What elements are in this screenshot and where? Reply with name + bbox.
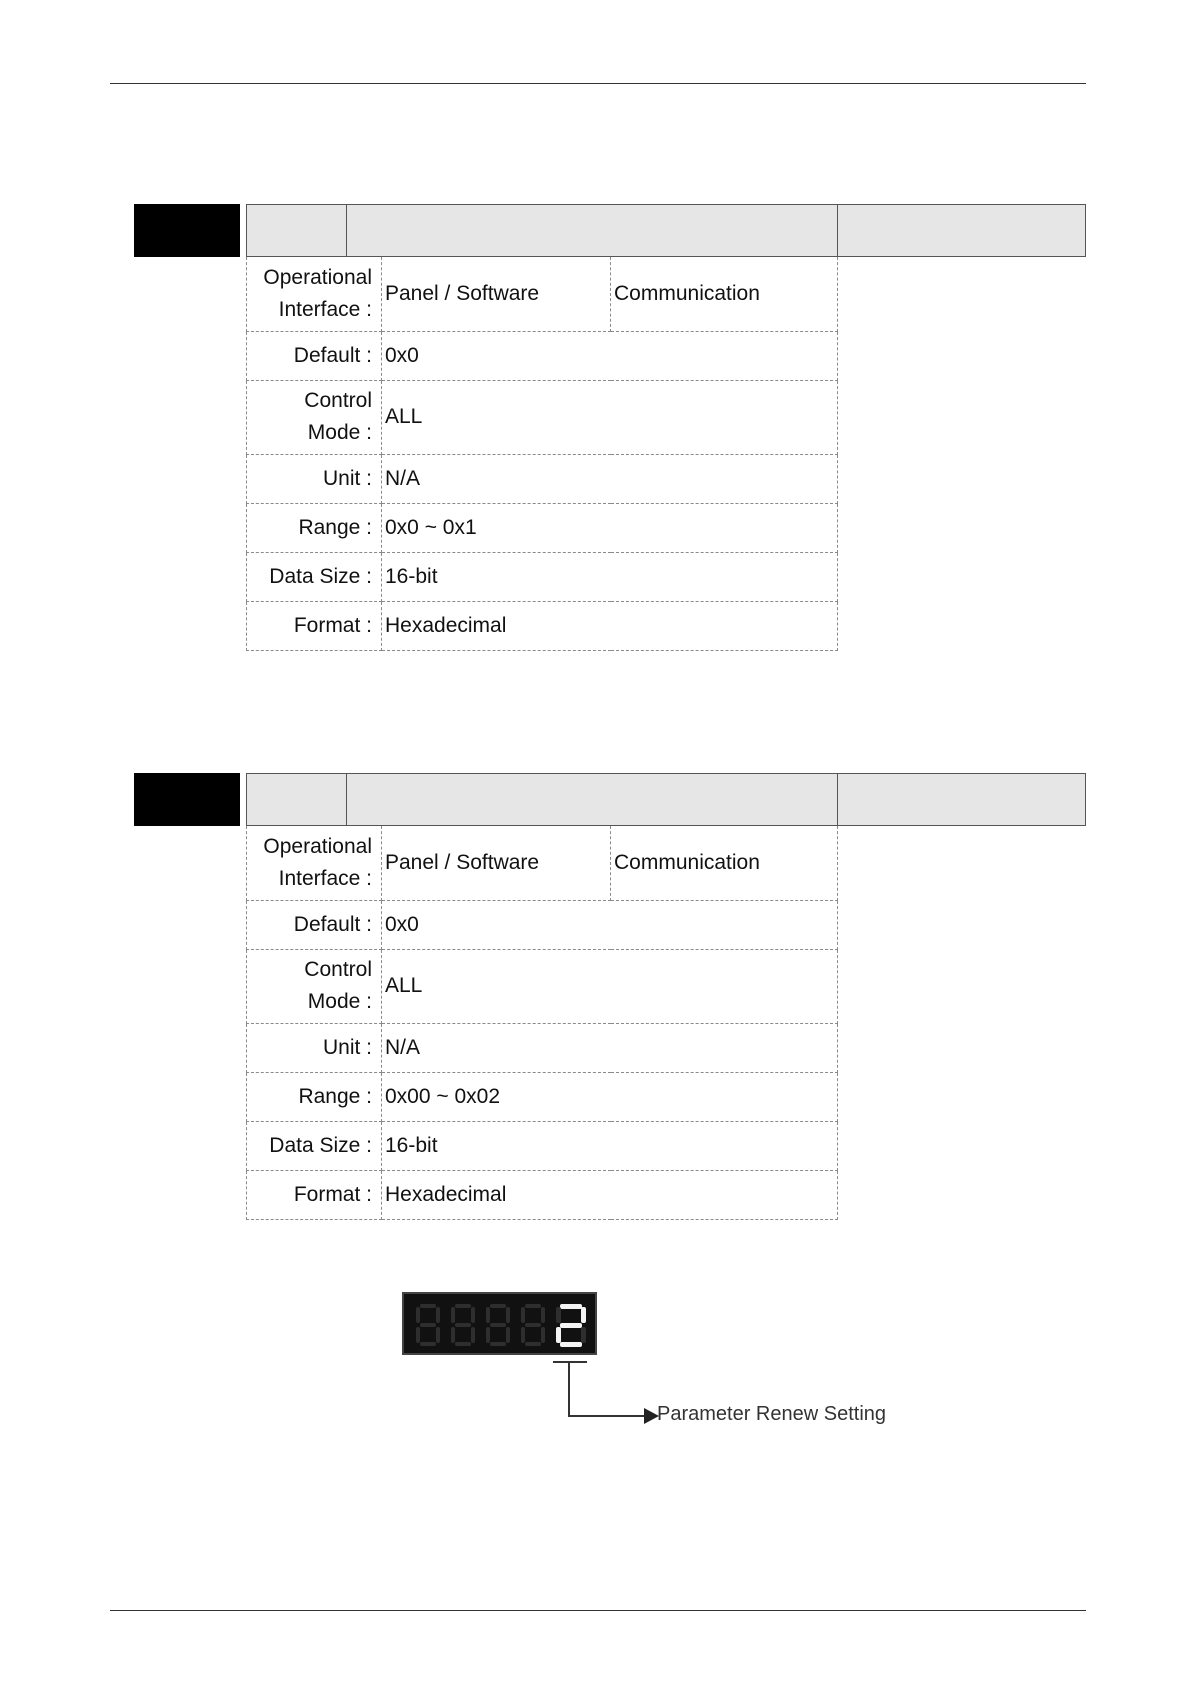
header-rule [110, 83, 1086, 84]
display-digit-active [556, 1304, 586, 1346]
label-format: Format : [247, 1170, 382, 1219]
label-default: Default : [247, 900, 382, 949]
value-default: 0x0 [382, 900, 838, 949]
row-control-mode [247, 380, 838, 454]
value-data-size: 16-bit [382, 1121, 838, 1170]
display-digit [451, 1304, 475, 1346]
label-operational-interface [247, 257, 382, 331]
label-line: Interface : [278, 297, 372, 321]
header-cell-title [346, 204, 838, 257]
display-digit [486, 1304, 510, 1346]
value-data-size: 16-bit [382, 552, 838, 601]
parameter-block-2 [134, 773, 1086, 1206]
parameter-properties-table [246, 257, 838, 651]
row-control-mode [247, 949, 838, 1023]
row-unit [247, 1023, 838, 1072]
header-cell-address [246, 204, 347, 257]
display-digit [521, 1304, 545, 1346]
row-operational-interface [247, 826, 838, 900]
label-control-mode [247, 949, 382, 1023]
row-operational-interface [247, 257, 838, 331]
leader-line-horizontal [568, 1415, 646, 1417]
value-communication: Communication [611, 257, 838, 331]
row-range [247, 503, 838, 552]
label-data-size: Data Size : [247, 1121, 382, 1170]
digit-underline [553, 1361, 587, 1363]
header-cell-extra [837, 204, 1086, 257]
row-range [247, 1072, 838, 1121]
row-data-size [247, 1121, 838, 1170]
header-cell-address [246, 773, 347, 826]
label-line: Operational [263, 265, 372, 289]
value-format: Hexadecimal [382, 601, 838, 650]
callout-parameter-renew-setting: Parameter Renew Setting [657, 1403, 887, 1425]
leader-line-vertical [568, 1363, 570, 1416]
parameter-block-1 [134, 204, 1086, 637]
value-default: 0x0 [382, 331, 838, 380]
parameter-code-box [134, 773, 240, 826]
row-format [247, 1170, 838, 1219]
label-unit: Unit : [247, 1023, 382, 1072]
seven-segment-display [402, 1292, 597, 1355]
label-control-mode [247, 380, 382, 454]
row-format [247, 601, 838, 650]
value-range: 0x00 ~ 0x02 [382, 1072, 838, 1121]
header-cell-title [346, 773, 838, 826]
label-line: Mode : [307, 990, 372, 1013]
label-line: Control [304, 389, 372, 412]
value-range: 0x0 ~ 0x1 [382, 503, 838, 552]
label-line: Mode : [307, 421, 372, 444]
value-panel-software: Panel / Software [382, 257, 611, 331]
footer-rule [110, 1610, 1086, 1611]
value-panel-software: Panel / Software [382, 826, 611, 900]
label-line: Interface : [278, 866, 372, 890]
label-operational-interface [247, 826, 382, 900]
row-default [247, 331, 838, 380]
display-digit [416, 1304, 440, 1346]
value-control-mode: ALL [382, 380, 838, 454]
parameter-properties-table [246, 826, 838, 1220]
label-default: Default : [247, 331, 382, 380]
label-line: Control [304, 958, 372, 981]
label-unit: Unit : [247, 454, 382, 503]
label-line: Operational [263, 834, 372, 858]
label-data-size: Data Size : [247, 552, 382, 601]
parameter-header [134, 773, 1086, 826]
label-range: Range : [247, 1072, 382, 1121]
value-unit: N/A [382, 1023, 838, 1072]
header-cell-extra [837, 773, 1086, 826]
label-format: Format : [247, 601, 382, 650]
parameter-header [134, 204, 1086, 257]
value-control-mode: ALL [382, 949, 838, 1023]
parameter-code-box [134, 204, 240, 257]
row-default [247, 900, 838, 949]
value-communication: Communication [611, 826, 838, 900]
value-unit: N/A [382, 454, 838, 503]
row-unit [247, 454, 838, 503]
row-data-size [247, 552, 838, 601]
label-range: Range : [247, 503, 382, 552]
value-format: Hexadecimal [382, 1170, 838, 1219]
